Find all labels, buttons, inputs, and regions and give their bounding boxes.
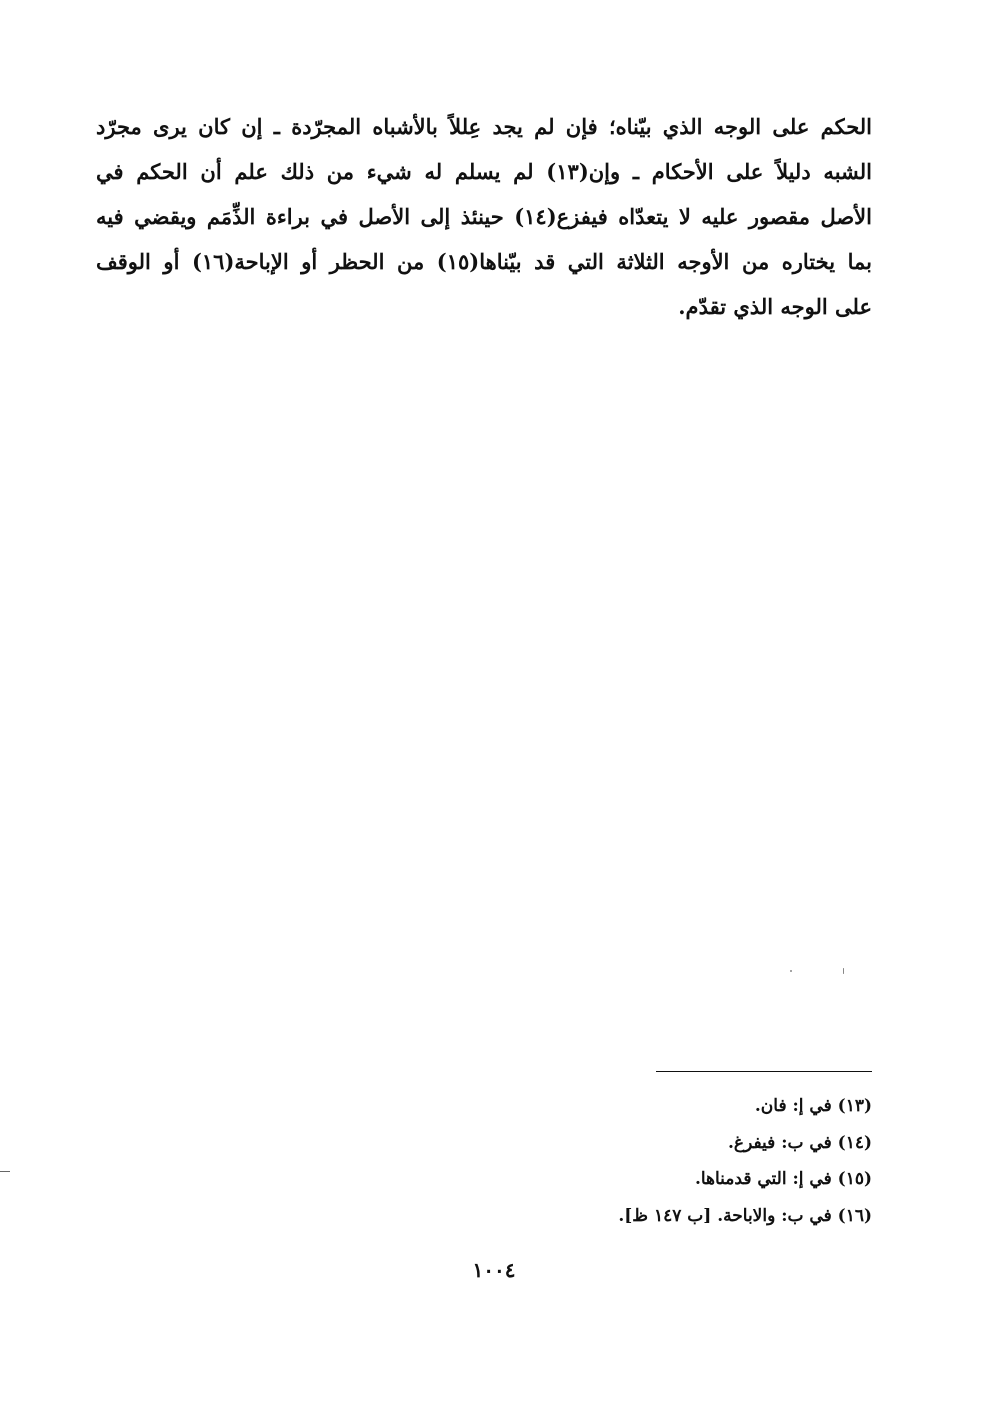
page-number: ١٠٠٤ bbox=[472, 1258, 516, 1282]
scan-speck bbox=[790, 970, 792, 972]
scan-margin-mark bbox=[0, 1171, 10, 1172]
paragraph-line: الأصل مقصور عليه لا يتعدّاه فيفزع(١٤) حينئذ إلى الأصل في براءة الذِّمَم ويقضي فيه bbox=[96, 204, 872, 229]
footnote-16: (١٦) في ب: والاباحة. [ب ١٤٧ ظ]. bbox=[618, 1205, 872, 1226]
footnote-separator bbox=[656, 1071, 872, 1072]
paragraph-line: الحكم على الوجه الذي بيّناه؛ فإن لم يجد عِللاً بالأشباه المجرّدة ـ إن كان يرى مجرّد bbox=[96, 114, 872, 139]
main-paragraph bbox=[96, 104, 872, 329]
paragraph-line: الشبه دليلاً على الأحكام ـ وإن(١٣) لم يسلم له شيء من ذلك علم أن الحكم في bbox=[96, 159, 872, 184]
paragraph-line: على الوجه الذي تقدّم. bbox=[678, 294, 872, 319]
footnote-13: (١٣) في إ: فان. bbox=[754, 1096, 872, 1116]
paragraph-line: بما يختاره من الأوجه الثلاثة التي قد بيّناها(١٥) من الحظر أو الإباحة(١٦) أو الوقف bbox=[96, 249, 872, 274]
footnote-14: (١٤) في ب: فيفرغ. bbox=[728, 1132, 872, 1153]
footnote-15: (١٥) في إ: التي قدمناها. bbox=[694, 1169, 872, 1189]
scan-speck bbox=[843, 968, 844, 974]
footnotes bbox=[400, 1088, 872, 1234]
